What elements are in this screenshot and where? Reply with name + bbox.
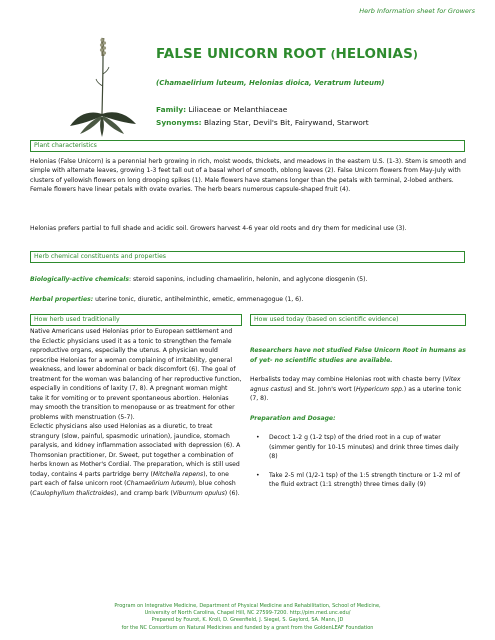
section-chemical-constituents: Herb chemical constituents and properties bbox=[30, 251, 465, 263]
herbal-properties: Herbal properties: uterine tonic, diuretic, antihelminthic, emetic, emmenagogue (1, 6). bbox=[30, 296, 304, 303]
plant-growing: Helonias prefers partial to full shade and acidic soil. Growers harvest 4-6 year old roots and dry them for medicinal use (3). bbox=[30, 225, 407, 232]
herbalist-note: Herbalists today may combine Helonias root with chaste berry (Vitex agnus castus) and St. John's wort (Hypericum spp.) as a uterine tonic (7, 8). bbox=[250, 376, 462, 402]
today-use-text bbox=[250, 346, 466, 499]
family-line: Family: Liliaceae or Melanthiaceae bbox=[156, 105, 288, 114]
footer: Program on Integrative Medicine, Department of Physical Medicine and Rehabilitation, School of Medicine, University of North Carolina, Chapel Hill, NC 27599-7200. http://pim.med.unc.edu/ Prepared by Fourot, K. Kroll, D. Greenfield, J. Siegel, S. Gaylord, SA. Mann, JD for the NC Consortium on Natural Medicines and funded by a grant from the GoldenLEAF Foundation bbox=[114, 603, 381, 631]
plant-description: Helonias (False Unicorn) is a perennial herb growing in rich, moist woods, thickets, and meadows in the eastern U.S. (1-3). Stem is smooth and simple with alternate leaves, growing 1-3 feet tall out of a basal whorl of smooth, oblong leaves (2). False Unicorn flowers from May-July with clusters of yellowish flowers on long drooping spikes (1). Male flowers have stamens longer than the petals with terminal, 2-lobed anthers. Female flowers have linear petals with ovate ovaries. The herb bears numerous capsule-shaped fruit (4). bbox=[30, 158, 467, 194]
preparation-dosage-heading: Preparation and Dosage: bbox=[250, 414, 336, 422]
section-traditional-use: How herb used traditionally bbox=[30, 314, 242, 326]
list-item: • Decoct 1-2 g (1-2 tsp) of the dried root in a cup of water (simmer gently for 10-15 minutes) and drink three times daily (8) bbox=[250, 433, 466, 462]
section-today-use: How used today (based on scientific evidence) bbox=[250, 314, 466, 326]
research-note: Researchers have not studied False Unicorn Root in humans as of yet- no scientific studies are available. bbox=[250, 347, 466, 364]
synonyms-line: Synonyms: Blazing Star, Devil's Bit, Fairywand, Starwort bbox=[156, 118, 369, 127]
list-item: • Take 2-5 ml (1/2-1 tsp) of the 1:5 strength tincture or 1-2 ml of the fluid extract (1:1 strength) three times daily (9) bbox=[250, 471, 466, 490]
section-plant-characteristics: Plant characteristics bbox=[30, 140, 465, 152]
scientific-names: (Chamaelirium luteum, Helonias dioica, Veratrum luteum) bbox=[156, 79, 385, 87]
traditional-use-text: Native Americans used Helonias prior to European settlement and the Eclectic physicians used it as a tonic to strengthen the female reproductive organs, especially the uterus. A physician would prescribe Helonias for a woman complaining of irritability, general weakness, and lower abdominal or back discomfort (6). The goal of treatment for the woman was balancing of her reproductive function, especially in conditions of laxity (7, 8). A pregnant woman might take it for vomiting or to prevent spontaneous abortion. Helonias may smooth the transition to menopause or as treatment for other problems with menstruation (5-7). Eclectic physicians also used Helonias as a diuretic, to treat strangury (slow, painful, spasmodic urination), jaundice, stomach paralysis, and kidney inflammation associated with depression (6). A Thomsonian practitioner, Dr. Sweet, put together a combination of herbs known as Mother's Cordial. The preparation, which is still used today, contains 4 parts partridge berry (Mitchella repens), to one part each of false unicorn root (Chamaelirium luteum), blue cohosh (Caulophyllum thalictroides), and cramp bark (Viburnum opulus) (6). bbox=[30, 328, 242, 497]
page-title: FALSE UNICORN ROOT (HELONIAS) bbox=[156, 46, 418, 62]
dosage-list bbox=[250, 433, 466, 490]
header-tag: Herb Information sheet for Growers bbox=[359, 7, 475, 15]
plant-illustration bbox=[66, 34, 138, 138]
bioactive-chemicals: Biologically-active chemicals: steroid saponins, including chamaelirin, helonin, and aglycone diosgenin (5). bbox=[30, 276, 368, 283]
